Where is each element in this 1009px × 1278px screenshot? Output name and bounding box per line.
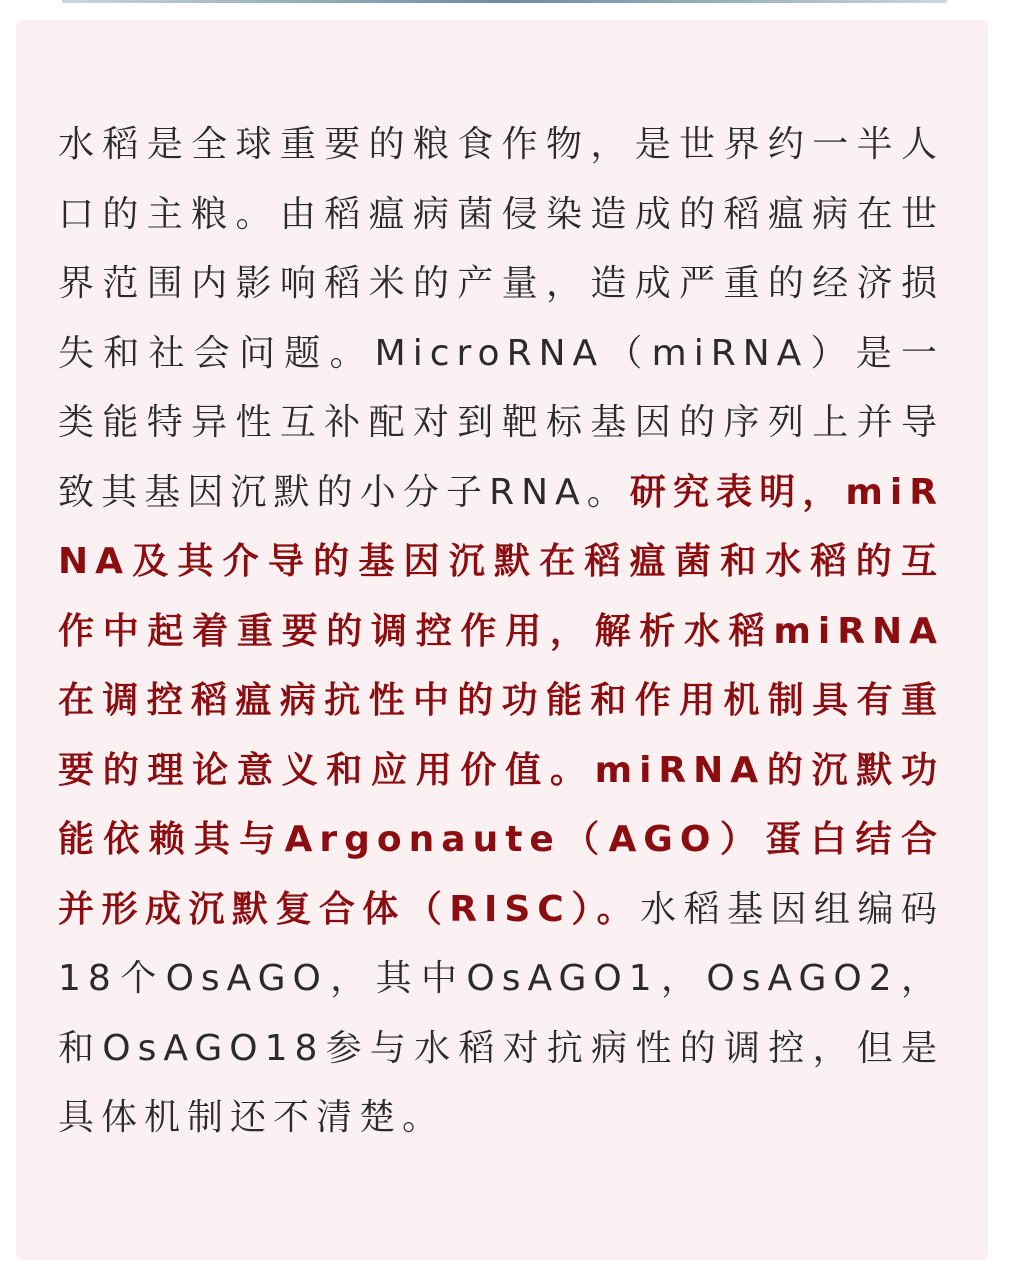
article-card [16, 20, 988, 1260]
outro-text: 水稻基因组编码18个OsAGO，其中OsAGO1，OsAGO2，和OsAGO18参与水稻对抗病性的调控，但是具体机制还不清楚。 [58, 888, 944, 1138]
top-divider [62, 0, 947, 3]
intro-text: 水稻是全球重要的粮食作物，是世界约一半人口的主粮。由稻瘟病菌侵染造成的稻瘟病在世界范围内影响稻米的产量，造成严重的经济损失和社会问题。MicroRNA（miRNA）是一类能特异性互补配对到靶标基因的序列上并导致其基因沉默的小分子RNA。 [58, 124, 944, 513]
highlighted-text: 研究表明，miRNA及其介导的基因沉默在稻瘟菌和水稻的互作中起着重要的调控作用，解析水稻miRNA在调控稻瘟病抗性中的功能和作用机制具有重要的理论意义和应用价值。miRNA的沉默功能依赖其与Argonaute（AGO）蛋白结合并形成沉默复合体（RISC）。 [58, 471, 944, 930]
article-paragraph [58, 110, 944, 1153]
